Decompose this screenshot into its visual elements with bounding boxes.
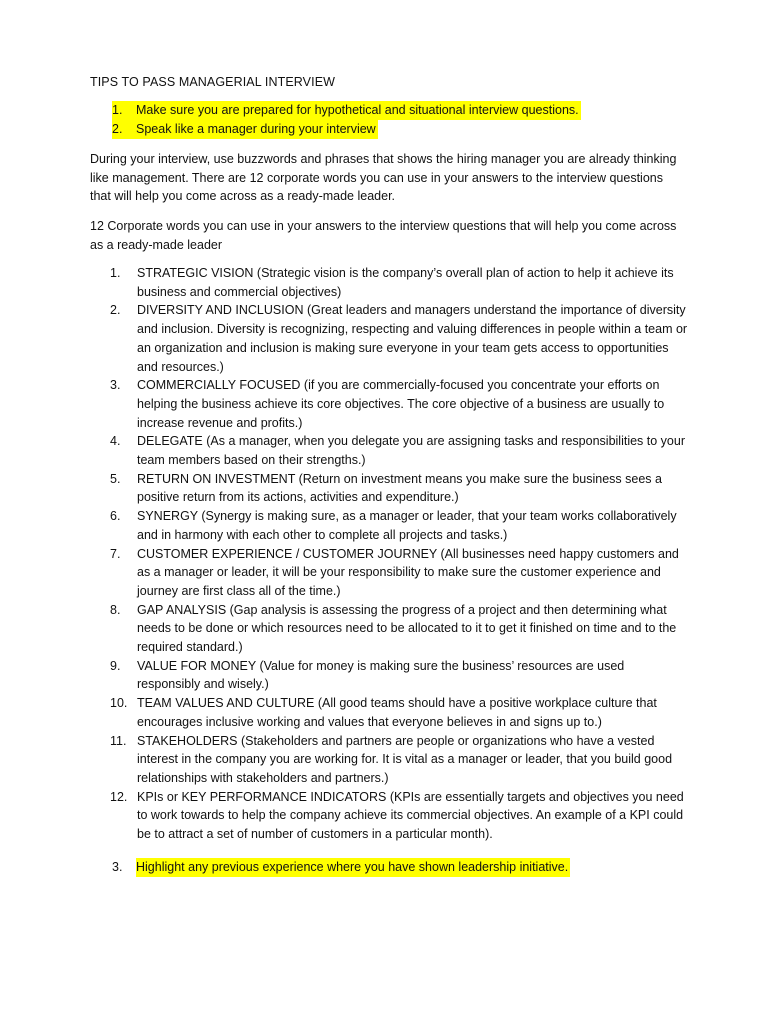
- corporate-words-list: [110, 264, 690, 844]
- list-item-number: 11.: [110, 733, 127, 748]
- words-heading: 12 Corporate words you can use in your answers to the interview questions that will help you come across as a ready-made leader: [90, 219, 677, 252]
- tip-number: 2.: [112, 120, 136, 139]
- list-item-number: 3.: [110, 378, 121, 393]
- list-item: [110, 657, 690, 694]
- list-item-text: STRATEGIC VISION (Strategic vision is the company’s overall plan of action to help it achieve its business and commercial objectives): [137, 266, 674, 299]
- tip-item: [112, 858, 570, 877]
- list-item-number: 6.: [110, 509, 121, 524]
- list-item: [110, 301, 690, 376]
- list-item-text: STAKEHOLDERS (Stakeholders and partners are people or organizations who have a vested interest in the company you are working for. It is vital as a manager or leader, that you build good relationships with stakeholders and partners.): [137, 733, 673, 785]
- list-item-text: DELEGATE (As a manager, when you delegate you are assigning tasks and responsibilities to your team members based on their strengths.): [137, 434, 685, 468]
- list-item: [110, 376, 690, 432]
- tip-number: 1.: [112, 101, 136, 120]
- list-item: [110, 601, 690, 657]
- highlighted-tips-list: [112, 101, 672, 139]
- list-item-number: 9.: [110, 658, 121, 673]
- tip-text: Highlight any previous experience where you have shown leadership initiative.: [136, 858, 570, 877]
- list-item-text: COMMERCIALLY FOCUSED (if you are commercially-focused you concentrate your efforts on helping the business achieve its core objectives. The core objective of a business are usually to increase revenue and profits.): [137, 378, 665, 430]
- list-item-text: KPIs or KEY PERFORMANCE INDICATORS (KPIs are essentially targets and objectives you need to work towards to help the company achieve its commercial objectives. An example of a KPI could be to attract a set of number of customers in a particular month).: [137, 789, 684, 842]
- list-item-text: CUSTOMER EXPERIENCE / CUSTOMER JOURNEY (All businesses need happy customers and as a manager or leader, it will be your responsibility to make sure the customer experience and journey are first class all of the time.): [137, 546, 679, 598]
- list-item: [110, 470, 690, 507]
- intro-paragraph: During your interview, use buzzwords and phrases that shows the hiring manager you are already thinking like management. There are 12 corporate words you can use in your answers to the interview questions that will help you come across as a ready-made leader.: [90, 152, 677, 204]
- list-item-text: TEAM VALUES AND CULTURE (All good teams should have a positive workplace culture that encourages inclusive working and values that everyone believes in and signs up to.): [137, 696, 657, 729]
- list-item-text: RETURN ON INVESTMENT (Return on investment means you make sure the business sees a positive return from its actions, activities and expenditure.): [137, 471, 662, 505]
- list-item: [110, 694, 690, 731]
- list-item-number: 8.: [110, 602, 121, 617]
- list-item: [110, 264, 690, 301]
- list-item-number: 4.: [110, 434, 121, 449]
- tip-number: 3.: [112, 860, 123, 874]
- document-title: TIPS TO PASS MANAGERIAL INTERVIEW: [90, 75, 336, 89]
- list-item-text: SYNERGY (Synergy is making sure, as a manager or leader, that your team works collaboratively and in harmony with each other to complete all projects and tasks.): [137, 509, 677, 542]
- list-item: [110, 507, 690, 544]
- list-item-text: VALUE FOR MONEY (Value for money is making sure the business’ resources are used responsibly and wisely.): [137, 658, 625, 692]
- list-item-number: 10.: [110, 696, 128, 711]
- list-item-number: 2.: [110, 303, 121, 318]
- list-item: [110, 545, 690, 601]
- list-item-number: 5.: [110, 471, 121, 486]
- list-item-number: 12.: [110, 789, 128, 804]
- tip-item: [112, 120, 672, 139]
- list-item: [110, 432, 690, 469]
- tip-item: [112, 101, 672, 120]
- list-item-number: 7.: [110, 546, 121, 561]
- list-item-number: 1.: [110, 266, 121, 280]
- tip-text: Speak like a manager during your interview: [136, 120, 378, 139]
- list-item: [110, 732, 690, 788]
- list-item-text: GAP ANALYSIS (Gap analysis is assessing the progress of a project and then determining what needs to be done or which resources need to be allocated to it to get it finished on time and to the required standard.): [137, 602, 677, 655]
- list-item: [110, 788, 690, 844]
- tip-text: Make sure you are prepared for hypothetical and situational interview questions.: [136, 101, 581, 120]
- list-item-text: DIVERSITY AND INCLUSION (Great leaders and managers understand the importance of diversity and inclusion. Diversity is recognizing, respecting and valuing differences in people within a team or an organization and inclusion is making sure everyone in your team gets access to opportunities and resources.): [137, 303, 688, 374]
